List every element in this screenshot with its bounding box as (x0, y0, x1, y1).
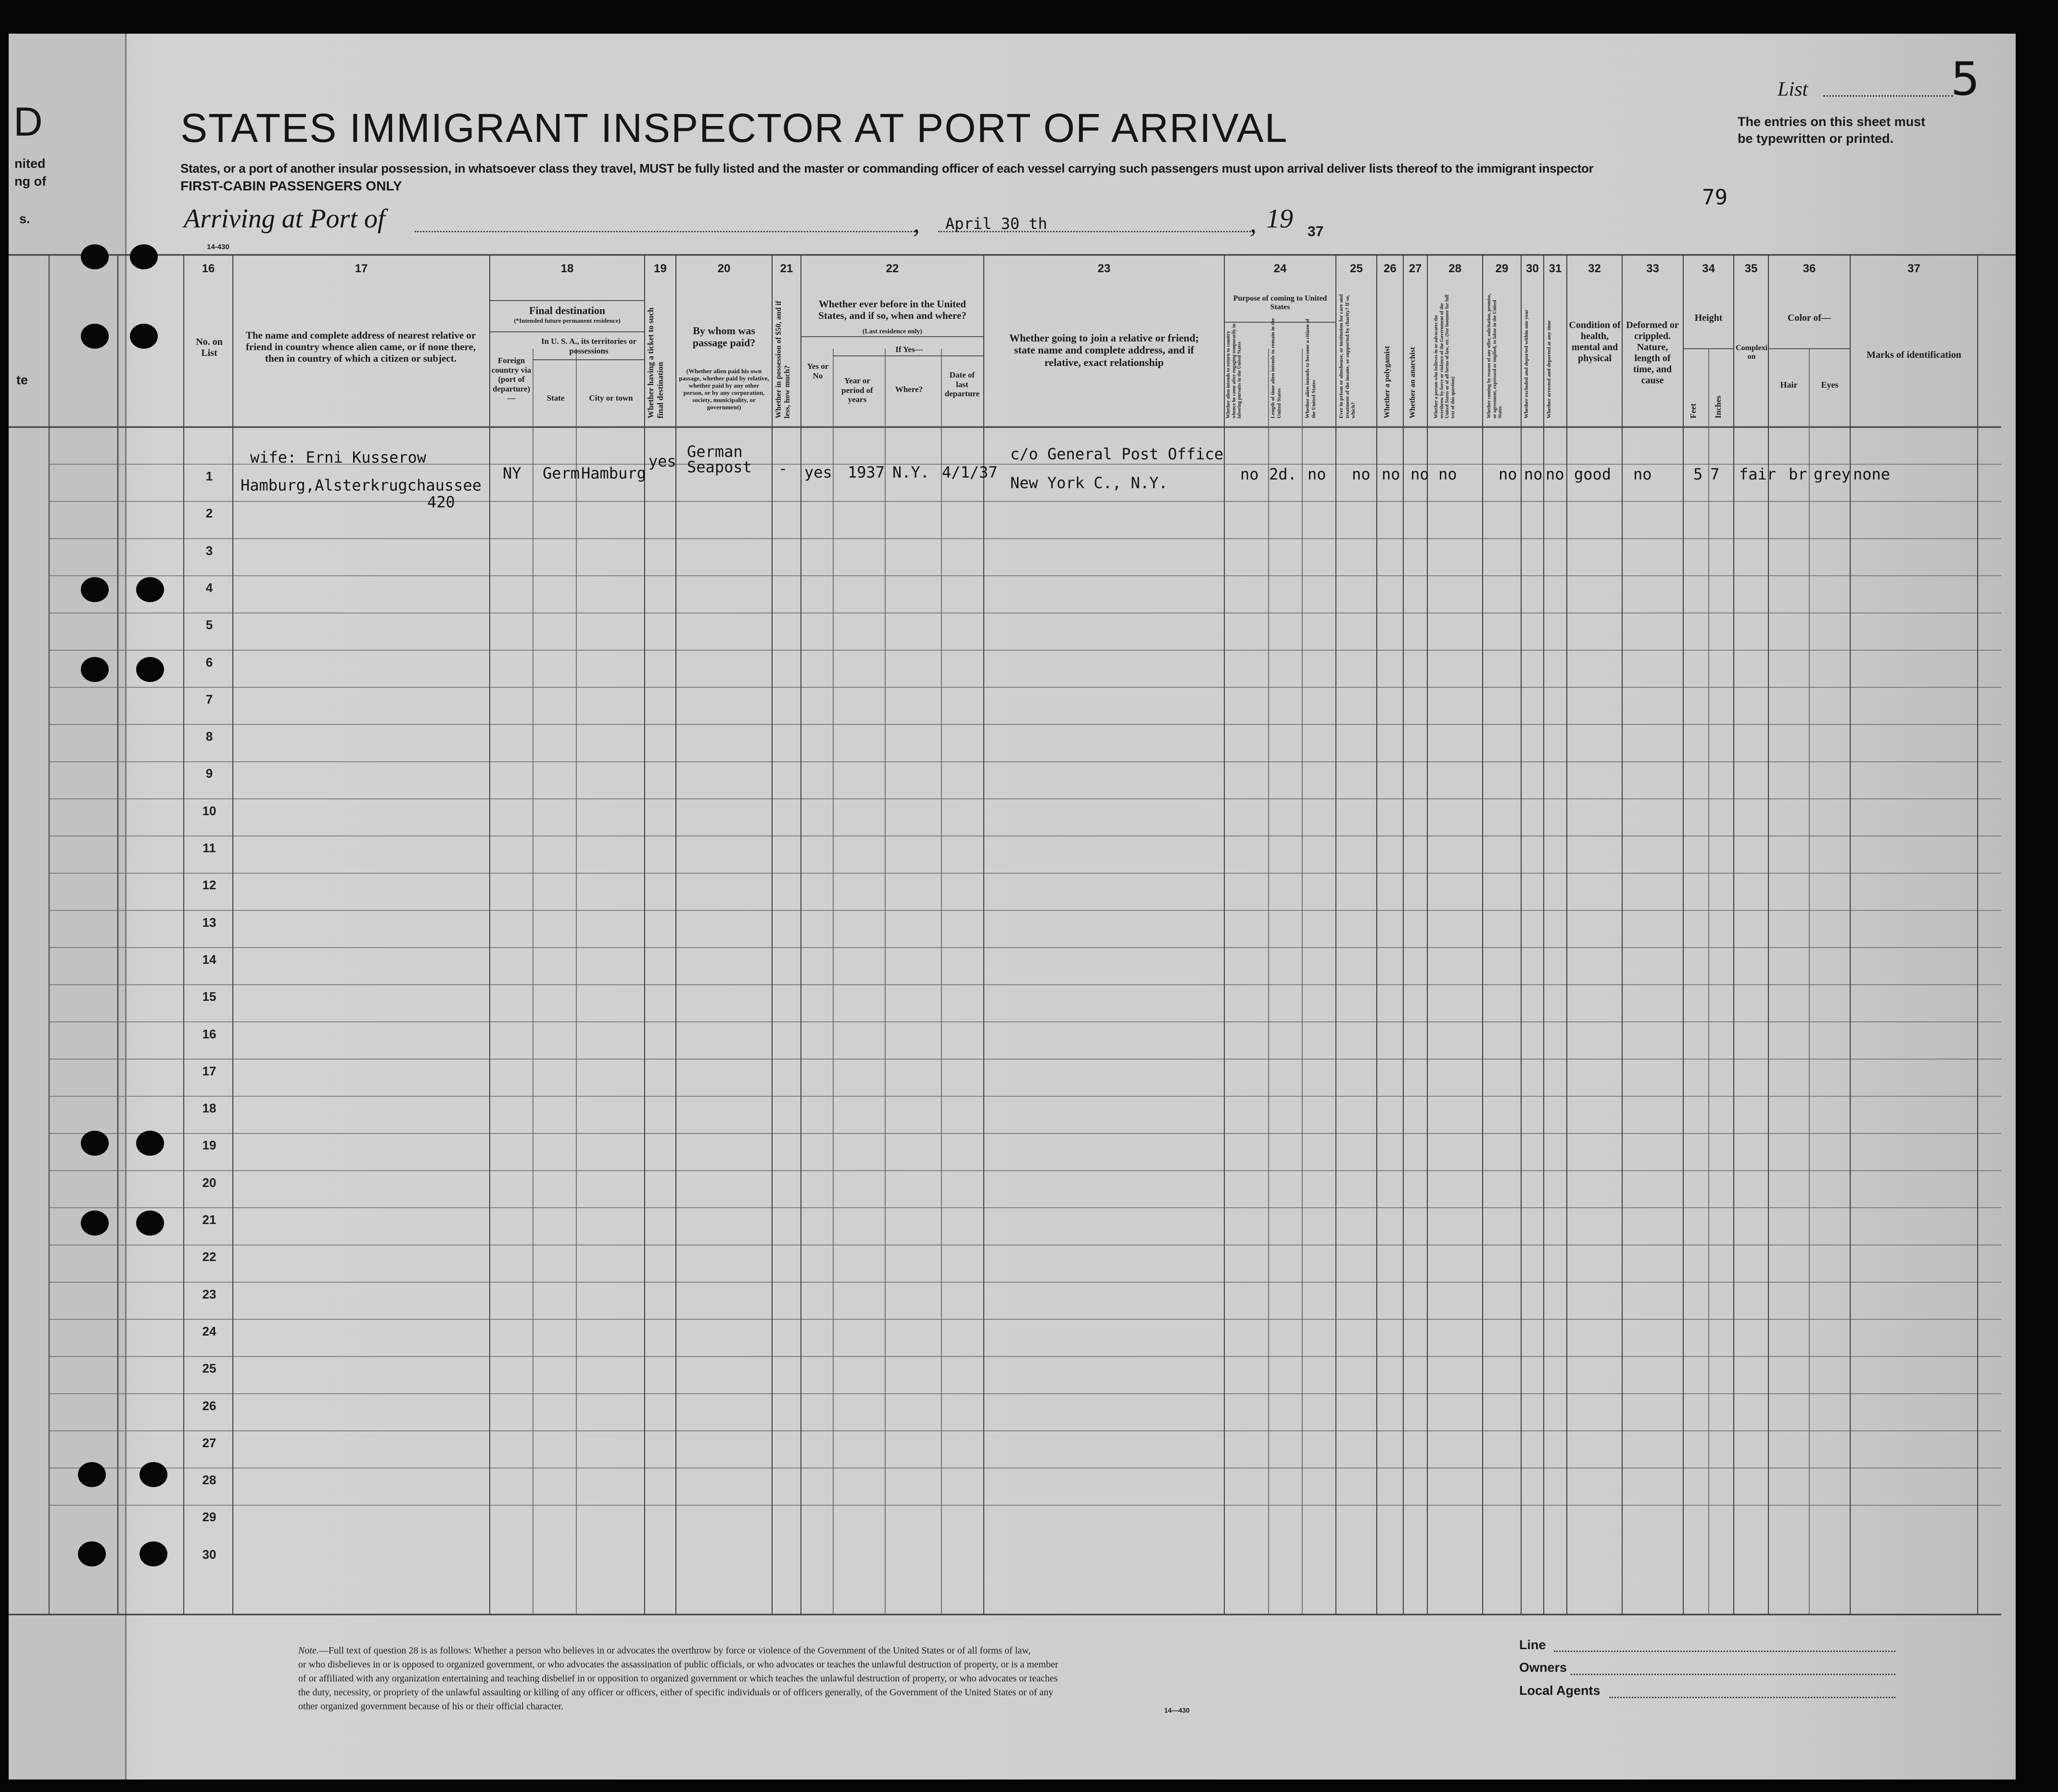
citizen-intent-value: no (1308, 465, 1326, 483)
header-no-on-list: No. on List (196, 337, 223, 358)
ticket-value: yes (648, 452, 676, 470)
passage-paid-value: German (687, 442, 743, 461)
comma: , (1250, 209, 1257, 239)
marks-value: none (1853, 465, 1891, 483)
polygamist-value: no (1382, 465, 1400, 483)
row-number: 4 (205, 580, 213, 595)
row-number: 30 (202, 1547, 216, 1562)
left-edge-text: te (16, 373, 28, 387)
list-number: 5 (1951, 53, 1980, 106)
column-number: 18 (560, 262, 574, 275)
header-hair: Hair (1780, 380, 1798, 390)
question-28-value: no (1438, 465, 1457, 483)
punch-hole (130, 244, 158, 269)
header-anarchist: Whether an anarchist (1409, 347, 1417, 418)
row-number: 11 (203, 841, 216, 855)
row-number: 29 (202, 1510, 216, 1525)
line-field (1554, 1651, 1895, 1652)
header-purpose: Purpose of coming to United States (1233, 294, 1327, 312)
row-number: 3 (205, 543, 213, 558)
contract-labor-value: no (1499, 465, 1517, 483)
header-ticket: Whether having a ticket to such final destination (646, 307, 665, 418)
footnote-text: —Full text of question 28 is as follows: Whether a person who believes in or advocates the overthrow by force or violence of the Government of the United States or of all forms of law, (318, 1645, 1031, 1656)
row-number: 8 (205, 729, 213, 744)
year-suffix: 37 (1308, 224, 1324, 240)
column-number: 29 (1495, 262, 1509, 275)
deformed-value: no (1633, 465, 1652, 483)
city-value: Hamburg (581, 464, 646, 482)
punch-hole (81, 324, 109, 349)
column-number: 37 (1907, 262, 1920, 275)
punch-hole (81, 244, 109, 269)
header-question-28: Whether a person who believes in or advocates the overthrow by force or violence of the Government of the United States or of all forms of law, etc. (See footnote for full text of this question) (1434, 294, 1456, 418)
column-number: 34 (1702, 262, 1715, 275)
header-height: Height (1694, 313, 1723, 323)
row-number: 13 (202, 915, 216, 930)
header-last-departure: Date of last departure (944, 370, 980, 399)
header-color-of: Color of— (1787, 313, 1831, 323)
row-number: 18 (202, 1101, 216, 1116)
row-number: 12 (202, 878, 216, 893)
column-number: 28 (1448, 262, 1461, 275)
instruction-text: States, or a port of another insular possession, in whatsoever class they travel, MUST be fully listed and the master or commanding officer of each vessel carrying such passengers must upon arrival deliver lists thereof to the immigrant inspector (180, 161, 1594, 176)
inches-value: 7 (1710, 465, 1720, 483)
row-number: 10 (202, 803, 216, 818)
column-number: 20 (717, 262, 731, 275)
footnote (298, 1644, 1058, 1714)
footnote-text: other organized government because of his or their official character. (298, 1701, 564, 1712)
relative-address-number: 420 (427, 493, 455, 511)
excluded-value: no (1524, 465, 1543, 483)
punch-hole (136, 577, 164, 602)
prison-value: no (1352, 465, 1371, 483)
date-dotted-line (938, 231, 1251, 232)
column-number: 33 (1646, 262, 1659, 275)
header-return-intent: Whether alien intends to return to country whence he came after engaging temporarily in laboring pursuits in the United States (1226, 324, 1242, 418)
header-excluded: Whether excluded and deported within one year (1524, 309, 1529, 418)
before-in-us-value: yes (804, 463, 832, 481)
header-passage-paid-note: (Whether alien paid his own passage, whether paid by relative, whether paid by any other person, or by any corporation, society, municipality, or government) (679, 367, 769, 411)
row-number: 7 (205, 692, 213, 707)
header-foreign-country: Foreign country via (port of departure)— (491, 356, 532, 403)
header-passage-paid: By whom was passage paid? (692, 325, 756, 349)
header-citizen-intent: Whether alien intends to become a citizen of the United States (1305, 318, 1317, 418)
punch-hole (140, 1462, 167, 1487)
left-edge-text: ng of (14, 174, 46, 189)
header-complexion: Complexion (1736, 344, 1767, 361)
header-in-usa: In U. S. A., its territories or possessions (541, 337, 637, 355)
column-number: 27 (1409, 262, 1422, 275)
punch-hole (130, 324, 158, 349)
row-number: 25 (202, 1361, 216, 1376)
header-final-destination-note: (*Intended future permanent residence) (514, 317, 621, 324)
row-number: 9 (205, 766, 213, 781)
left-edge-text: s. (19, 212, 30, 226)
row-number: 2 (205, 506, 213, 521)
header-eyes: Eyes (1821, 380, 1839, 390)
arrival-date: April 30 th (945, 215, 1047, 233)
local-agents-field (1609, 1697, 1895, 1698)
arriving-label: Arriving at Port of (184, 204, 385, 234)
column-number: 35 (1744, 262, 1758, 275)
row-number: 6 (205, 655, 213, 669)
header-if-yes: If Yes— (895, 345, 923, 354)
passage-paid-value: Seapost (687, 458, 752, 476)
row-number: 24 (202, 1324, 216, 1338)
header-identification-marks: Marks of identification (1867, 350, 1961, 360)
footnote-text: or who disbelieves in or is opposed to organized government, or who advocates the assassination of public officials, or who advocates or teaches the unlawful destruction of property, or is a member (298, 1659, 1058, 1670)
row-number: 27 (202, 1435, 216, 1450)
punch-hole (140, 1541, 167, 1566)
port-dotted-line (415, 231, 915, 232)
left-edge-text: nited (14, 156, 46, 171)
row-number: 17 (202, 1063, 216, 1078)
column-number: 21 (780, 262, 793, 275)
header-money: Whether in possession of $50, and if less, how much? (775, 301, 792, 418)
entries-note: The entries on this sheet must (1738, 114, 1926, 129)
footnote-text: the duty, necessity, or propriety of the unlawful assaulting or killing of any officer or officers, either of specific individuals or of officers generally, of the Government of the United States or of any (298, 1687, 1054, 1698)
row-number: 15 (202, 989, 216, 1004)
punch-hole (136, 1211, 164, 1236)
form-code: 14-430 (207, 243, 229, 251)
header-polygamist: Whether a polygamist (1383, 346, 1391, 418)
header-state: State (546, 393, 565, 403)
header-contract-labor: Whether coming by reason of any offer, solicitation, promise, or agreement, expressed or implied, to labor in the United States (1486, 293, 1503, 418)
entries-note: be typewritten or printed. (1738, 131, 1894, 146)
column-number: 22 (886, 262, 899, 275)
arrested-value: no (1546, 465, 1564, 483)
complexion-value: fair (1739, 465, 1777, 483)
row-number: 16 (202, 1026, 216, 1041)
row-number: 22 (202, 1249, 216, 1264)
anarchist-value: no (1410, 465, 1429, 483)
line-label: Line (1519, 1638, 1546, 1652)
page-number: 79 (1702, 185, 1728, 210)
header-health: Condition of health, mental and physical (1569, 320, 1621, 364)
list-dotted-line (1823, 95, 1953, 97)
year-prefix: 19 (1266, 204, 1293, 234)
joining-value: c/o General Post Office (1010, 445, 1224, 463)
footer-form-code: 14—430 (1164, 1706, 1190, 1714)
length-of-stay-value: 2d. (1269, 465, 1297, 483)
row-number: 1 (205, 469, 213, 483)
last-departure-value: 4/1/37 (942, 463, 998, 481)
punch-hole (136, 657, 164, 682)
list-label: List (1778, 78, 1808, 101)
footnote-label: Note. (298, 1645, 319, 1656)
column-number: 17 (355, 262, 368, 275)
header-feet: Feet (1689, 403, 1698, 418)
column-number: 26 (1384, 262, 1397, 275)
row-number: 26 (202, 1398, 216, 1413)
row-number: 14 (202, 952, 216, 967)
header-inches: Inches (1714, 395, 1723, 418)
header-arrested: Whether arrested and deported at any time (1546, 320, 1552, 418)
punch-hole (81, 1131, 109, 1156)
column-number: 25 (1350, 262, 1363, 275)
feet-value: 5 (1693, 465, 1703, 483)
column-number: 36 (1803, 262, 1816, 275)
row-number: 19 (202, 1138, 216, 1153)
relative-name: wife: Erni Kusserow (250, 448, 427, 467)
header-relative-address: The name and complete address of nearest relative or friend in country whence alien came, or if none there, then in country of which a citizen or subject. (245, 329, 476, 365)
local-agents-label: Local Agents (1519, 1683, 1601, 1698)
state-value: Germ (543, 464, 580, 482)
column-number: 23 (1097, 262, 1111, 275)
row-number: 21 (202, 1212, 216, 1227)
owners-field (1571, 1674, 1895, 1675)
column-number: 31 (1549, 262, 1562, 275)
relative-address: Hamburg,Alsterkrugchaussee (241, 476, 482, 494)
row-number: 23 (202, 1287, 216, 1301)
left-edge-letter: D (13, 99, 43, 144)
header-final-destination: Final destination (529, 304, 606, 316)
column-number: 24 (1273, 262, 1287, 275)
column-number: 32 (1588, 262, 1601, 275)
page-title: STATES IMMIGRANT INSPECTOR AT PORT OF ARRIVAL (180, 105, 1288, 151)
money-value: - (778, 459, 788, 478)
punch-hole (81, 657, 109, 682)
header-before-in-us: Whether ever before in the United States, and if so, when and where? (818, 298, 966, 322)
punch-hole (81, 577, 109, 602)
header-joining: Whether going to join a relative or friend; state name and complete address, and if relative, exact relationship (1009, 332, 1199, 368)
punch-hole (81, 1211, 109, 1236)
punch-hole (78, 1462, 106, 1487)
column-number: 16 (202, 262, 215, 275)
where-value: N.Y. (892, 463, 930, 481)
row-number: 28 (202, 1473, 216, 1488)
return-intent-value: no (1240, 465, 1259, 483)
header-yes-no: Yes or No (807, 362, 829, 380)
hair-value: br (1789, 465, 1807, 483)
row-number: 20 (202, 1175, 216, 1190)
passenger-class: FIRST-CABIN PASSENGERS ONLY (180, 178, 402, 193)
owners-label: Owners (1519, 1660, 1567, 1675)
joining-value: New York C., N.Y. (1010, 474, 1168, 492)
header-prison: Ever in prison or almshouse, or institution for care and treatment of the insane, or supported by charity? If so, which? (1338, 294, 1357, 418)
footnote-text: of or affiliated with any organization entertaining and teaching disbelief in or opposition to organized government or which teaches the unlawful destruction of property, or who advocates or teaches (298, 1673, 1058, 1684)
eyes-value: grey (1814, 465, 1851, 483)
header-before-in-us-note: (Last residence only) (862, 328, 923, 335)
header-city: City or town (589, 393, 633, 403)
header-deformed: Deformed or crippled. Nature, length of time, and cause (1626, 320, 1679, 386)
punch-hole (78, 1541, 106, 1566)
punch-hole (136, 1131, 164, 1156)
foreign-country-value: NY (503, 464, 521, 482)
header-year: Year or period of years (841, 376, 873, 404)
year-value: 1937 (848, 463, 885, 481)
row-number: 5 (205, 618, 213, 632)
header-length-of-stay: Length of time alien intends to remain in the United States (1270, 318, 1282, 418)
column-number: 19 (654, 262, 667, 275)
header-where: Where? (895, 385, 923, 394)
comma: , (913, 209, 920, 239)
column-number: 30 (1526, 262, 1539, 275)
health-value: good (1574, 465, 1612, 483)
